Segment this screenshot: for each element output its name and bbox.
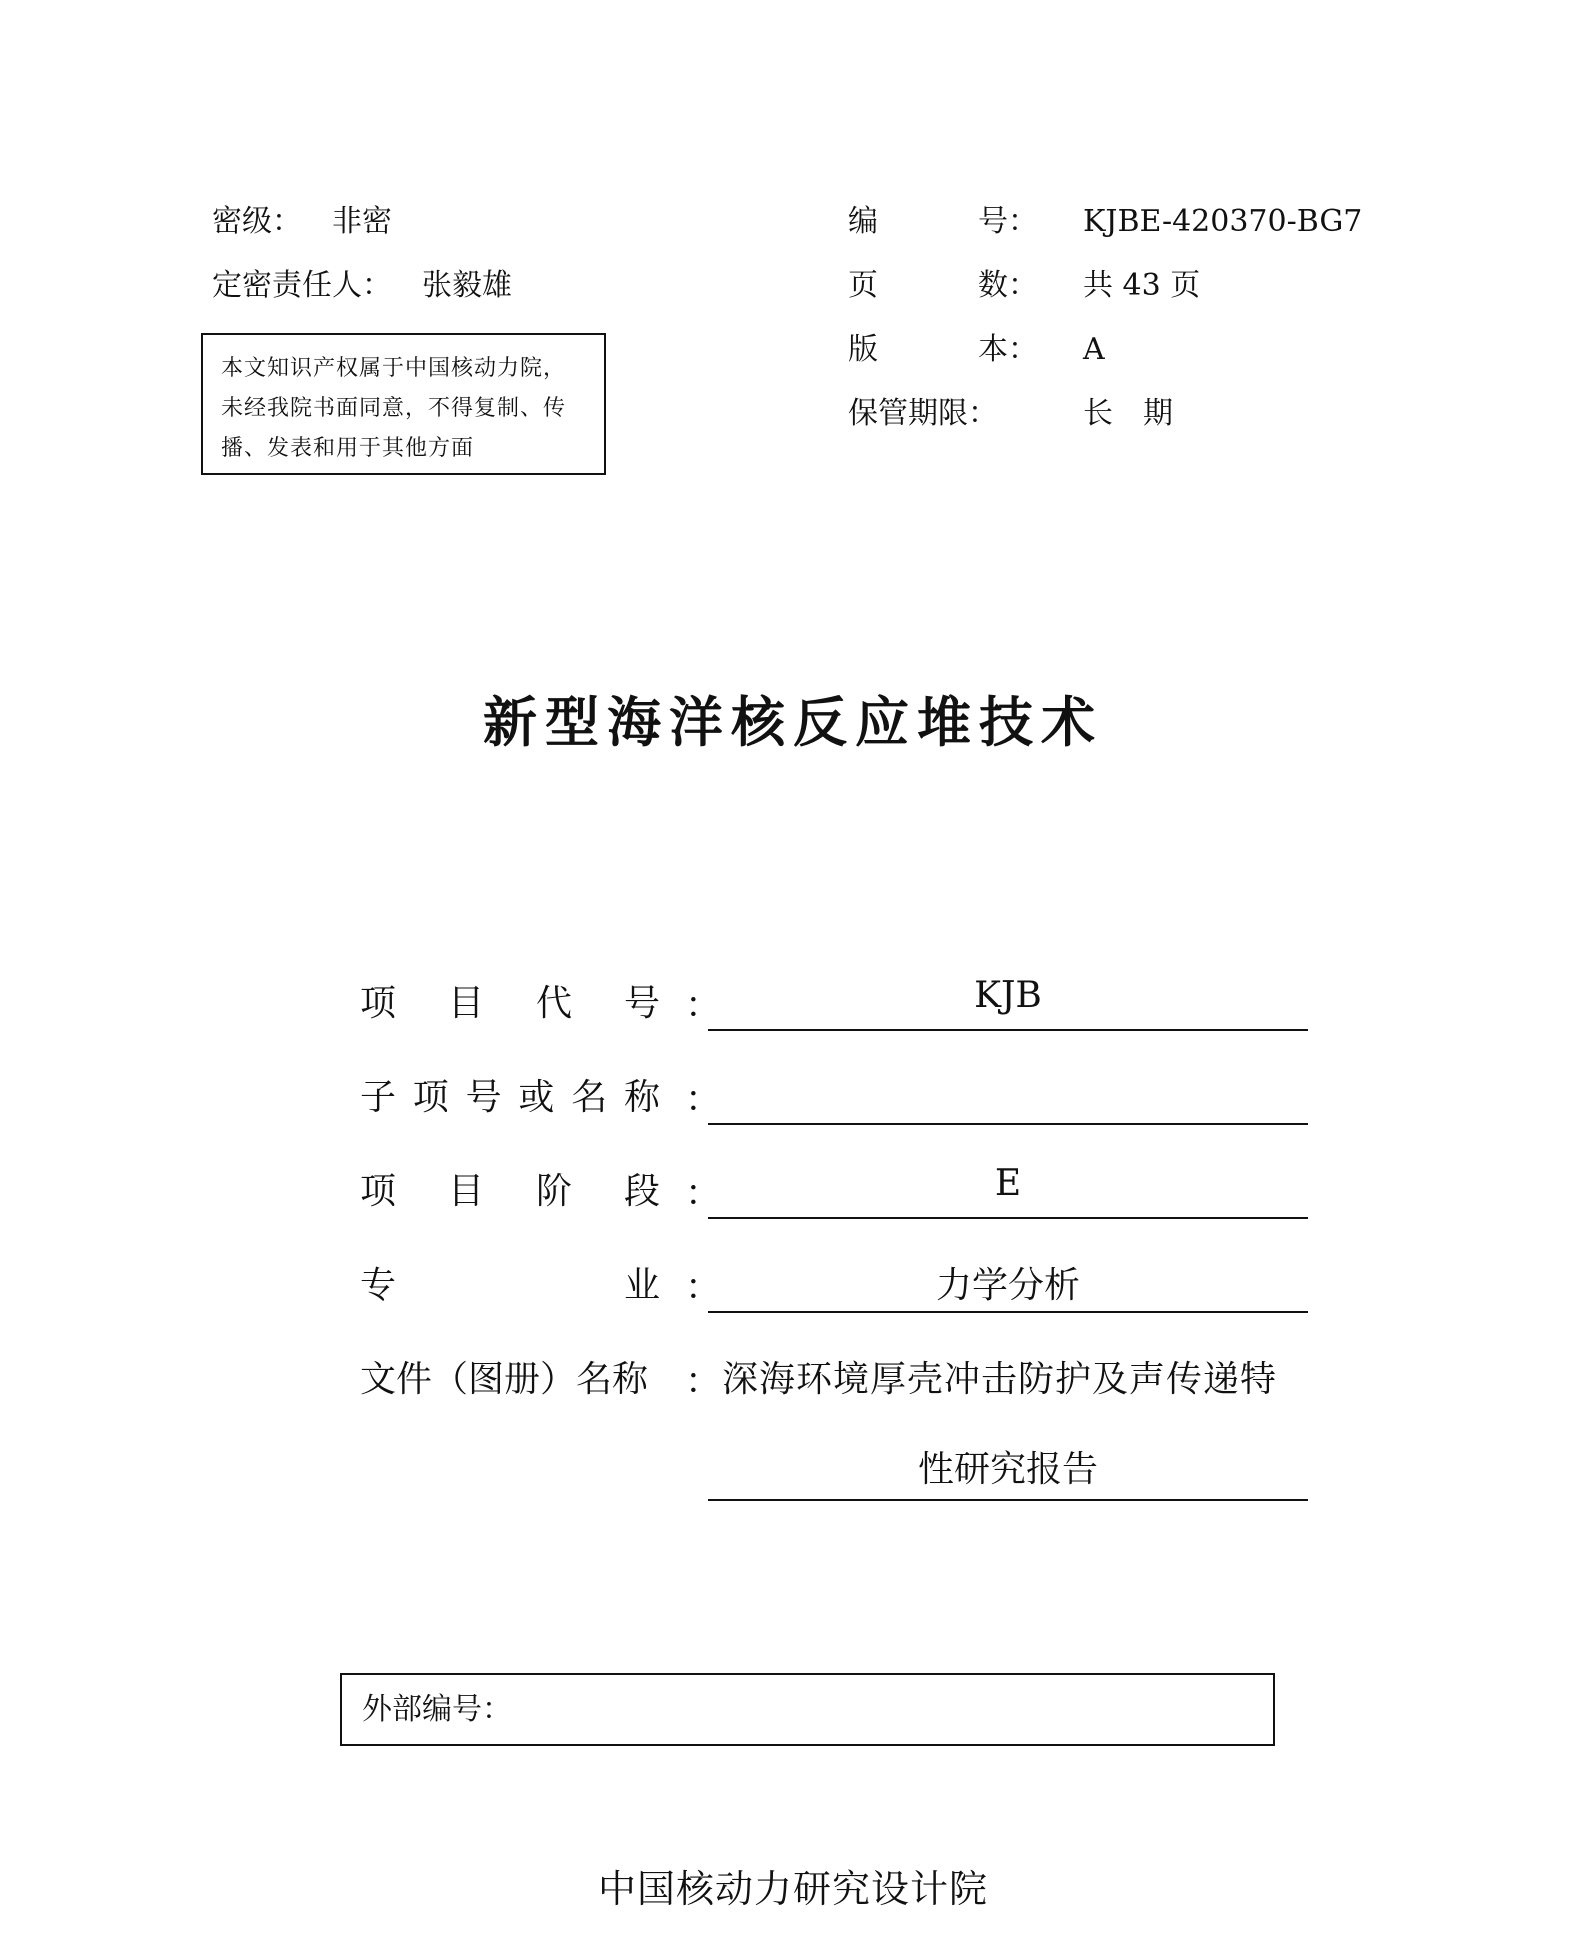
field-underline [708, 1029, 1308, 1031]
document-name-label: 文件（图册）名称 [360, 1359, 649, 1400]
document-name-row [360, 1341, 1310, 1541]
page-count-value: 共 43 页 [1083, 268, 1201, 303]
classification-row [212, 190, 772, 254]
classification-value: 非密 [332, 204, 392, 239]
classification-label: 密级： [212, 204, 302, 239]
retention-value: 长 期 [1083, 396, 1173, 431]
project-code-char: 号 [623, 983, 660, 1024]
page-count-label [848, 254, 1038, 318]
project-phase-char: 项 [360, 1171, 397, 1212]
project-code-char: 项 [360, 983, 397, 1024]
page-count-label-a: 页 [848, 268, 878, 303]
field-underline [708, 1499, 1308, 1501]
external-number-label: 外部编号： [362, 1692, 512, 1727]
project-phase-char: 段 [623, 1171, 660, 1212]
responsible-label: 定密责任人： [212, 268, 392, 303]
field-colon: ： [685, 985, 722, 1026]
project-code-char: 目 [447, 983, 484, 1024]
notice-line-2: 未经我院书面同意，不得复制、传 [221, 396, 567, 421]
document-number-row [848, 190, 1408, 254]
document-number-label-b: 号： [978, 204, 1038, 239]
sub-item-char: 项 [412, 1077, 449, 1118]
project-phase-label [360, 1163, 660, 1214]
responsible-value: 张毅雄 [422, 268, 512, 303]
external-number-box [340, 1673, 1275, 1746]
project-phase-value: E [994, 1163, 1022, 1204]
discipline-label [360, 1257, 660, 1308]
organization-name: 中国核动力研究设计院 [597, 1867, 988, 1911]
sub-item-char: 称 [623, 1077, 660, 1118]
version-value: A [1083, 332, 1105, 367]
project-code-value: KJB [974, 975, 1042, 1016]
project-fields [360, 965, 1310, 1541]
page-count-row [848, 254, 1408, 318]
copyright-notice-box [201, 333, 606, 475]
sub-item-char: 号 [465, 1077, 502, 1118]
document-info-block [848, 190, 1408, 446]
version-label-b: 本： [978, 332, 1038, 367]
field-underline [708, 1123, 1308, 1125]
responsible-row [212, 254, 772, 318]
document-name-value-line-1: 深海环境厚壳冲击防护及声传递特 [722, 1359, 1278, 1400]
document-number-value: KJBE-420370-BG7 [1083, 204, 1363, 239]
notice-line-1: 本文知识产权属于中国核动力院， [221, 356, 567, 381]
page-count-label-b: 数： [978, 268, 1038, 303]
project-phase-row [360, 1153, 1310, 1247]
project-code-row [360, 965, 1310, 1059]
field-colon: ： [685, 1173, 722, 1214]
document-number-label-a: 编 [848, 204, 878, 239]
classification-block [212, 190, 772, 318]
retention-row [848, 382, 1408, 446]
project-code-label [360, 975, 660, 1026]
field-colon: ： [685, 1361, 722, 1402]
field-colon: ： [685, 1079, 722, 1120]
discipline-row [360, 1247, 1310, 1341]
document-name-value-line-2: 性研究报告 [917, 1449, 1098, 1490]
sub-item-label [360, 1069, 660, 1120]
sub-item-char: 子 [360, 1077, 397, 1118]
version-label-a: 版 [848, 332, 878, 367]
sub-item-char: 或 [518, 1077, 555, 1118]
project-phase-char: 阶 [535, 1171, 572, 1212]
version-row [848, 318, 1408, 382]
field-colon: ： [685, 1267, 722, 1308]
document-title: 新型海洋核反应堆技术 [483, 691, 1103, 754]
sub-item-char: 名 [571, 1077, 608, 1118]
sub-item-row [360, 1059, 1310, 1153]
version-label [848, 318, 1038, 382]
notice-line-3: 播、发表和用于其他方面 [221, 436, 475, 461]
discipline-char: 业 [623, 1265, 660, 1306]
project-phase-char: 目 [447, 1171, 484, 1212]
discipline-char: 专 [360, 1265, 397, 1306]
field-underline [708, 1311, 1308, 1313]
retention-label: 保管期限： [848, 396, 998, 431]
discipline-value: 力学分析 [935, 1265, 1080, 1306]
field-underline [708, 1217, 1308, 1219]
document-number-label [848, 190, 1038, 254]
project-code-char: 代 [535, 983, 572, 1024]
